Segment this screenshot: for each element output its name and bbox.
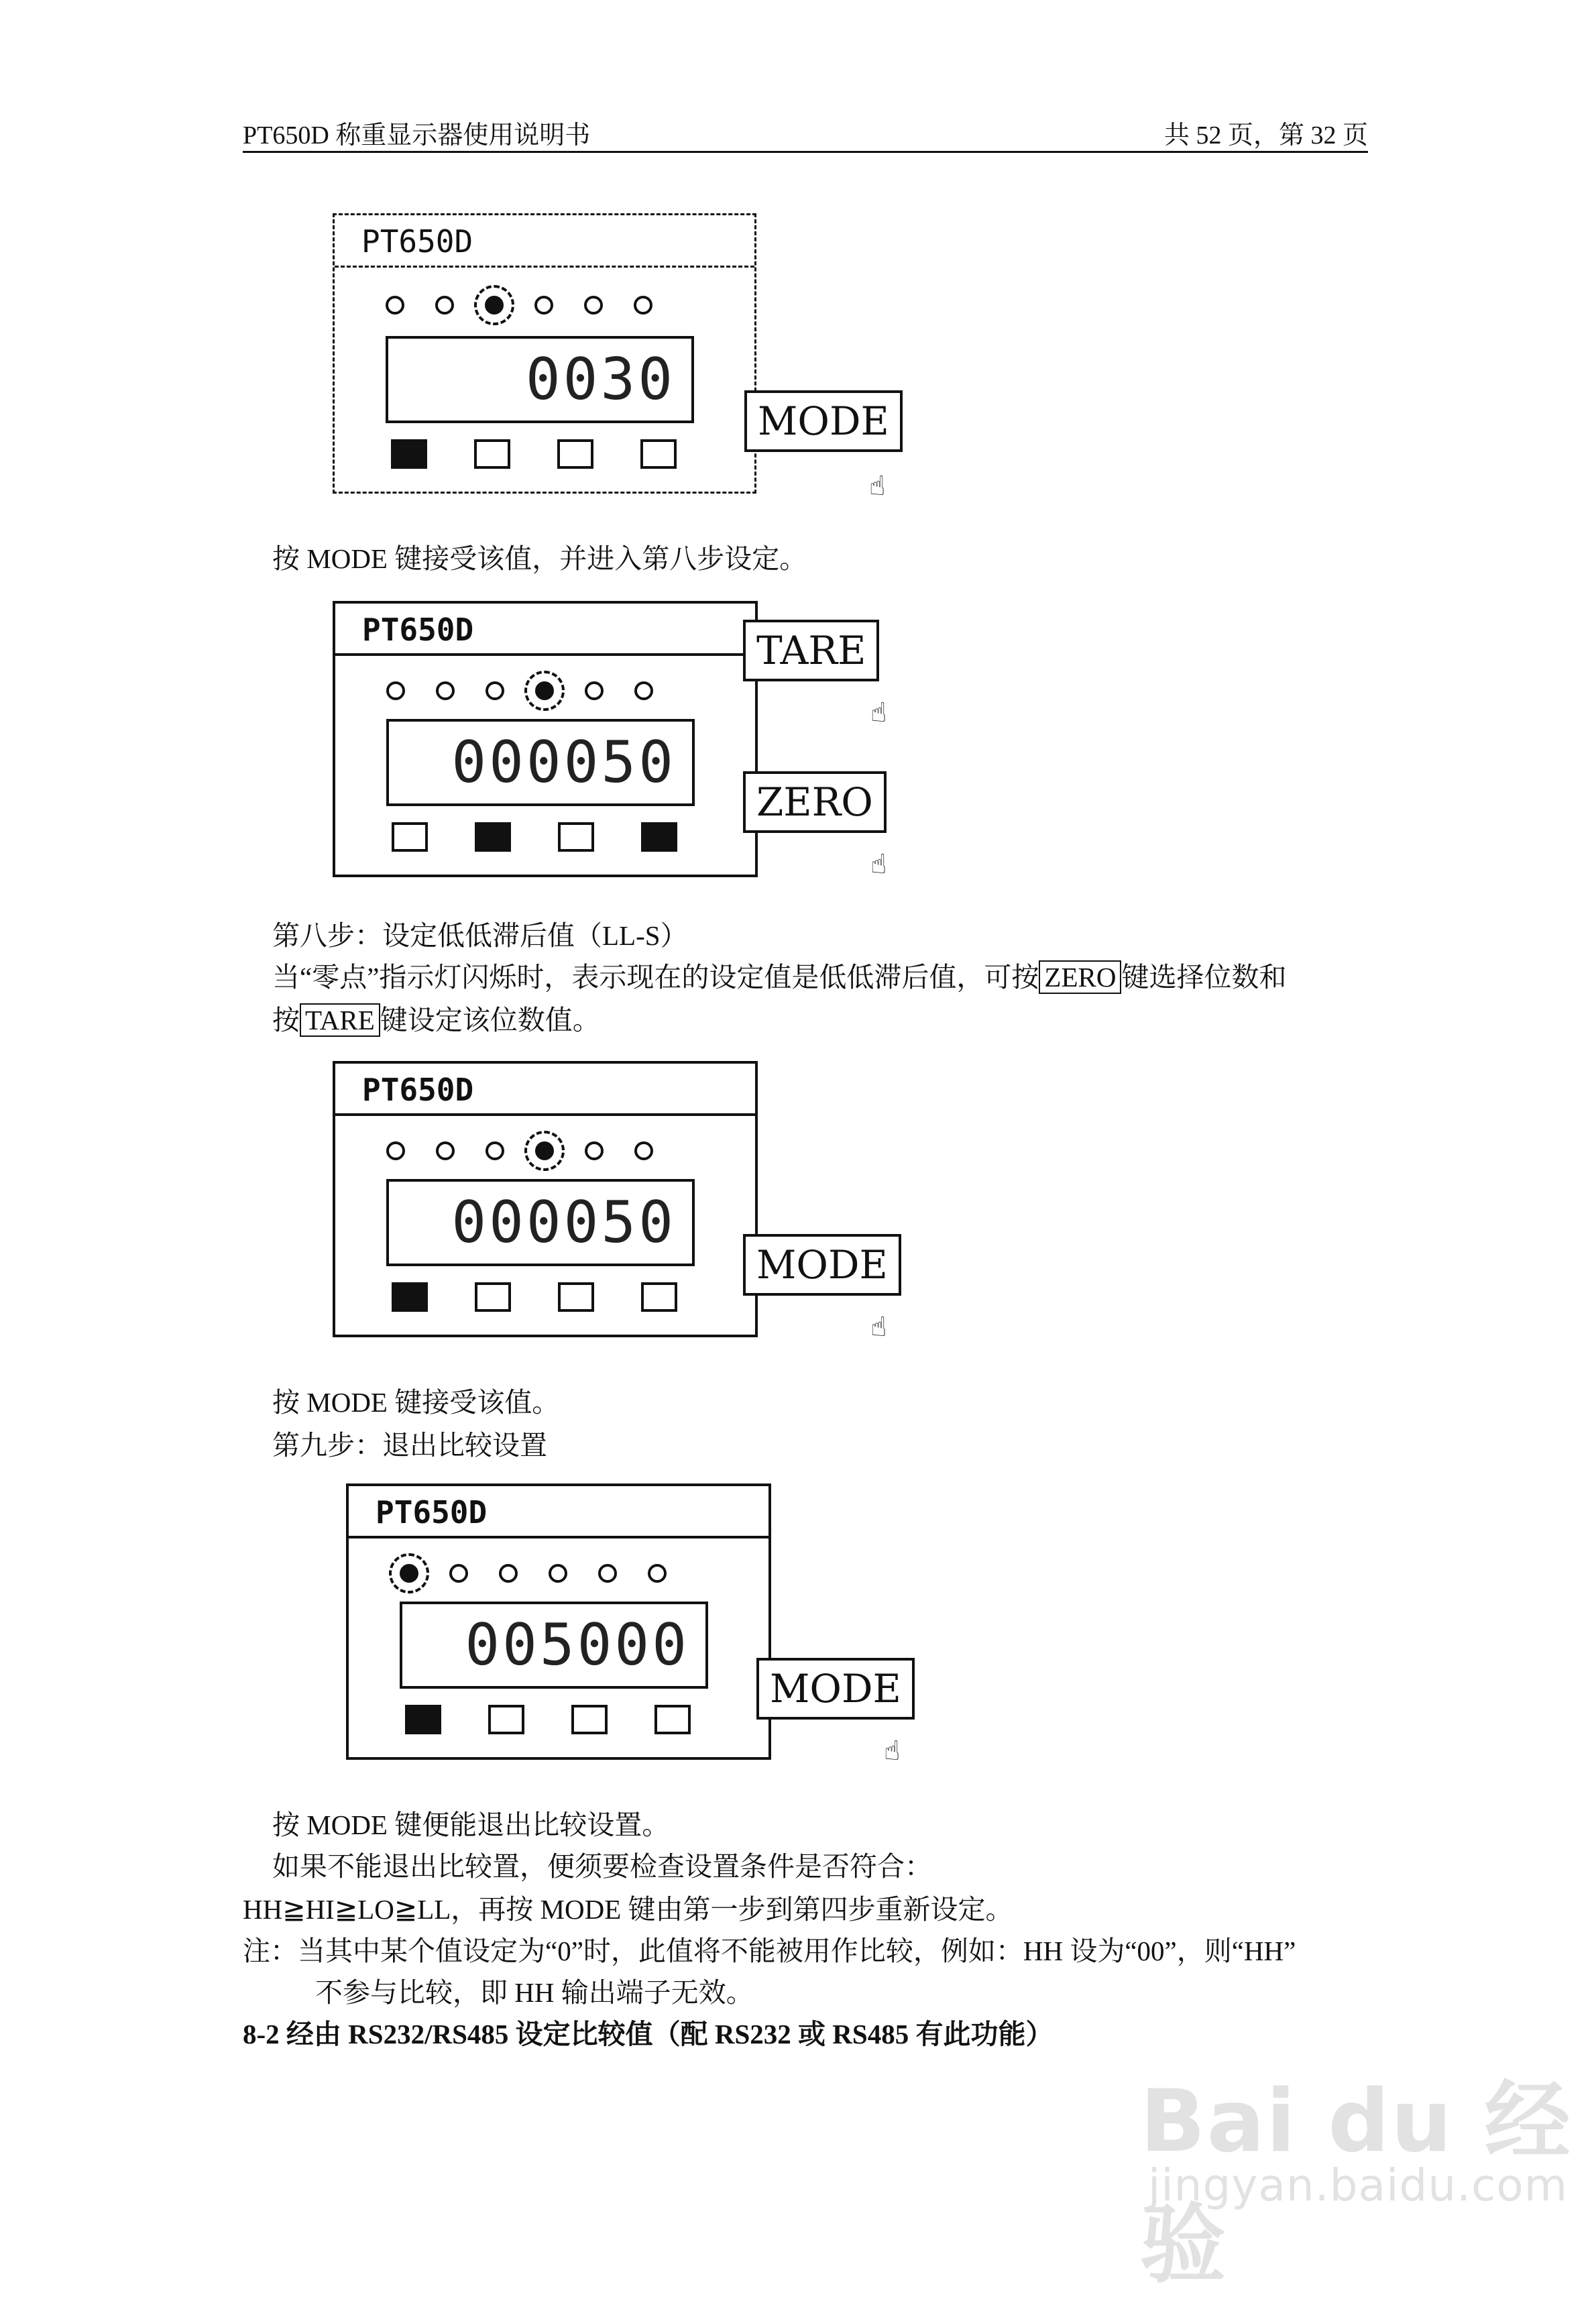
lcd-display: 000050 bbox=[386, 719, 695, 806]
step-heading: 第八步：设定低低滞后值（LL-S） bbox=[272, 920, 688, 951]
device-panel-fig2 bbox=[333, 601, 758, 877]
paragraph-text: 键选择位数和 bbox=[1121, 962, 1287, 993]
tare-button[interactable]: TARE bbox=[743, 620, 879, 681]
tare-key-ref: TARE bbox=[300, 1003, 380, 1037]
section-heading: 8-2 经由 RS232/RS485 设定比较值（配 RS232 或 RS485 有此功能） bbox=[243, 2019, 1053, 2050]
indicator-light-blinking bbox=[535, 681, 554, 700]
paragraph bbox=[272, 998, 600, 1038]
indicator-light bbox=[449, 1564, 468, 1583]
indicator-row bbox=[400, 1564, 667, 1583]
header-title: PT650D 称重显示器使用说明书 bbox=[243, 121, 591, 150]
watermark-logo: Bai du 经验 bbox=[1140, 2072, 1572, 2295]
paragraph: 按 MODE 键便能退出比较设置。 bbox=[272, 1809, 670, 1840]
status-key bbox=[557, 439, 593, 469]
indicator-light-blinking bbox=[485, 296, 504, 315]
lcd-display: 000050 bbox=[386, 1179, 695, 1266]
status-key bbox=[391, 439, 427, 469]
note: 不参与比较，即 HH 输出端子无效。 bbox=[315, 1977, 754, 2008]
device-label: PT650D bbox=[349, 1486, 768, 1538]
indicator-light bbox=[435, 296, 454, 315]
device-panel-fig4 bbox=[346, 1483, 771, 1760]
indicator-light bbox=[386, 1141, 405, 1160]
device-label: PT650D bbox=[335, 215, 754, 268]
status-key bbox=[571, 1705, 608, 1734]
indicator-light bbox=[634, 296, 652, 315]
indicator-light bbox=[585, 681, 604, 700]
press-hand-icon: ☝ bbox=[869, 471, 886, 502]
indicator-light bbox=[499, 1564, 518, 1583]
paragraph bbox=[272, 955, 1286, 995]
lcd-display: 005000 bbox=[400, 1602, 708, 1689]
press-hand-icon: ☝ bbox=[870, 1312, 887, 1343]
device-label: PT650D bbox=[335, 1064, 755, 1116]
paragraph: 按 MODE 键接受该值。 bbox=[272, 1387, 560, 1418]
press-hand-icon: ☝ bbox=[870, 849, 887, 880]
indicator-row bbox=[386, 1141, 653, 1160]
status-key bbox=[654, 1705, 691, 1734]
device-label: PT650D bbox=[335, 604, 755, 656]
device-panel-fig3 bbox=[333, 1061, 758, 1337]
indicator-light-blinking bbox=[535, 1141, 554, 1160]
mode-button[interactable]: MODE bbox=[756, 1658, 915, 1720]
status-key bbox=[558, 822, 594, 852]
paragraph: 如果不能退出比较置，便须要检查设置条件是否符合： bbox=[272, 1851, 932, 1882]
indicator-row bbox=[386, 296, 652, 315]
mode-button[interactable]: MODE bbox=[743, 1234, 901, 1296]
indicator-light bbox=[585, 1141, 604, 1160]
indicator-light bbox=[549, 1564, 567, 1583]
page-counter: 共 52 页，第 32 页 bbox=[1163, 121, 1368, 150]
status-key bbox=[475, 822, 511, 852]
zero-button[interactable]: ZERO bbox=[743, 771, 887, 833]
lcd-display: 0030 bbox=[386, 336, 694, 423]
status-keys bbox=[405, 1705, 691, 1734]
indicator-light bbox=[386, 296, 404, 315]
status-key bbox=[641, 822, 677, 852]
status-key bbox=[558, 1282, 594, 1312]
status-key bbox=[474, 439, 510, 469]
header-divider bbox=[243, 151, 1368, 153]
indicator-row bbox=[386, 681, 653, 700]
mode-button[interactable]: MODE bbox=[744, 390, 903, 452]
paragraph: HH≧HI≧LO≧LL，再按 MODE 键由第一步到第四步重新设定。 bbox=[243, 1894, 1013, 1925]
status-key bbox=[405, 1705, 441, 1734]
status-key bbox=[392, 1282, 428, 1312]
status-key bbox=[641, 1282, 677, 1312]
paragraph-text: 键设定该位数值。 bbox=[380, 1005, 600, 1035]
device-panel-fig1 bbox=[333, 213, 756, 494]
step-heading: 第九步：退出比较设置 bbox=[272, 1430, 547, 1461]
press-hand-icon: ☝ bbox=[884, 1736, 901, 1767]
status-keys bbox=[391, 439, 677, 469]
status-keys bbox=[392, 1282, 677, 1312]
indicator-light bbox=[648, 1564, 667, 1583]
indicator-light bbox=[534, 296, 553, 315]
status-key bbox=[640, 439, 677, 469]
indicator-light bbox=[486, 1141, 504, 1160]
status-keys bbox=[392, 822, 677, 852]
indicator-light bbox=[486, 681, 504, 700]
indicator-light bbox=[584, 296, 603, 315]
status-key bbox=[475, 1282, 511, 1312]
paragraph: 按 MODE 键接受该值，并进入第八步设定。 bbox=[272, 543, 807, 574]
indicator-light-blinking bbox=[400, 1564, 418, 1583]
indicator-light bbox=[436, 1141, 455, 1160]
note: 注：当其中某个值设定为“0”时，此值将不能被用作比较，例如：HH 设为“00”，则“HH” bbox=[243, 1936, 1296, 1966]
paragraph-text: 当“零点”指示灯闪烁时，表示现在的设定值是低低滞后值，可按 bbox=[272, 962, 1039, 993]
paragraph-text: 按 bbox=[272, 1005, 300, 1035]
press-hand-icon: ☝ bbox=[870, 697, 887, 728]
indicator-light bbox=[436, 681, 455, 700]
indicator-light bbox=[386, 681, 405, 700]
indicator-light bbox=[634, 681, 653, 700]
indicator-light bbox=[634, 1141, 653, 1160]
status-key bbox=[392, 822, 428, 852]
zero-key-ref: ZERO bbox=[1039, 960, 1121, 994]
watermark-url: jingyan.baidu.com bbox=[1148, 2160, 1569, 2211]
indicator-light bbox=[598, 1564, 617, 1583]
status-key bbox=[488, 1705, 524, 1734]
